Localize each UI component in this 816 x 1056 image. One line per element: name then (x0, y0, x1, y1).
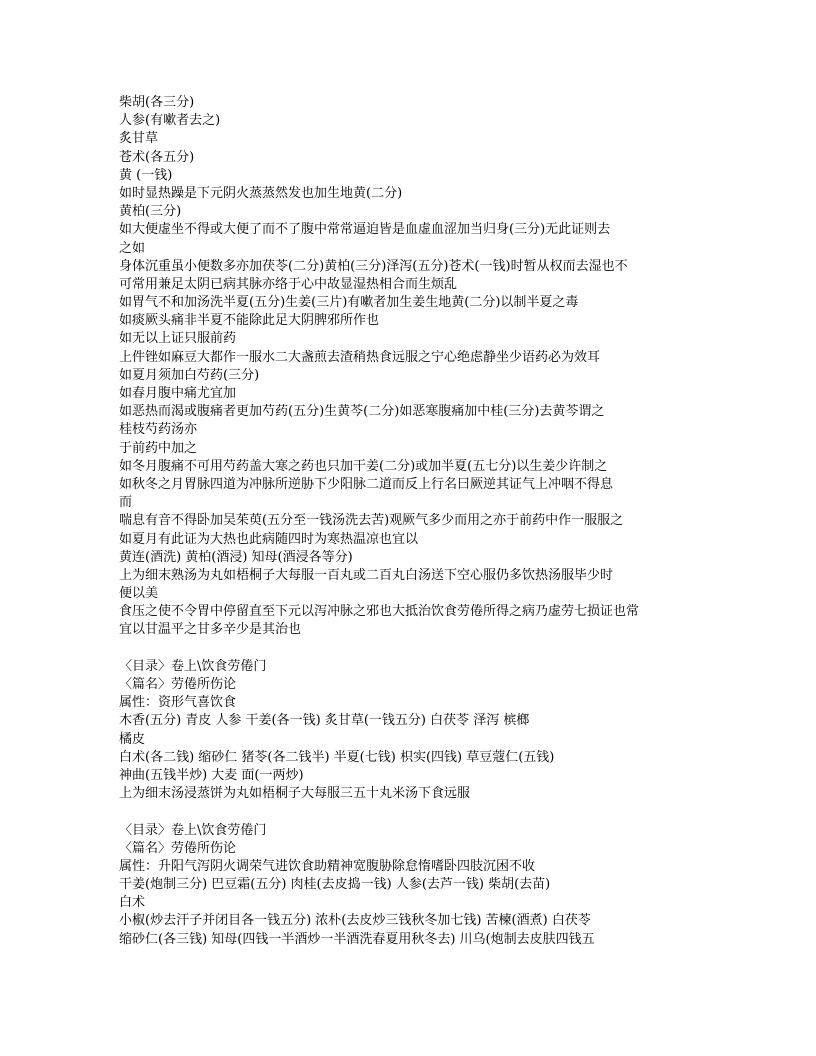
text-line: 白术 (119, 895, 146, 911)
text-line: 白术(各二钱) 缩砂仁 猪苓(各二钱半) 半夏(七钱) 枳实(四钱) 草豆蔻仁(五钱) (119, 749, 555, 765)
text-line: 〈篇名〉劳倦所伤论 (119, 840, 237, 856)
text-line: 喘息有音不得卧加吴茱萸(五分至一钱汤洗去苦)观厥气多少而用之亦于前药中作一服服之 (119, 513, 624, 529)
text-line: 之如 (119, 240, 146, 256)
blank-line (119, 640, 719, 658)
text-line: 〈篇名〉劳倦所伤论 (119, 677, 237, 692)
text-line: 〈目录〉卷上\饮食劳倦门 (119, 822, 267, 838)
text-line: 身体沉重虽小便数多亦加茯苓(二分)黄柏(三分)泽泻(五分)苍术(一钱)时暂从权而去湿也不 (119, 258, 628, 274)
text-line: 属性：升阳气泻阴火调荣气进饮食助精神宽腹胁除怠惰嗜卧四肢沉困不收 (119, 858, 536, 874)
text-line: 便以美 (119, 586, 159, 602)
text-line: 苍术(各五分) (119, 149, 195, 165)
text-line: 干姜(炮制三分) 巴豆霜(五分) 肉桂(去皮捣一钱) 人参(去芦一钱) 柴胡(去苗) (119, 877, 551, 893)
text-line: 小椒(炒去汗子并闭目各一钱五分) 浓朴(去皮炒三钱秋冬加七钱) 苦楝(酒煮) 白茯苓 (119, 913, 591, 929)
text-line: 柴胡(各三分) (119, 95, 195, 110)
text-line: 神曲(五钱半炒) 大麦 面(一两炒) (119, 767, 304, 783)
text-line: 如胃气不和加汤洗半夏(五分)生姜(三片)有嗽者加生姜生地黄(二分)以制半夏之毒 (119, 295, 579, 311)
text-line: 如无以上证只服前药 (119, 331, 237, 347)
text-line: 黄连(酒洗) 黄柏(酒浸) 知母(酒浸各等分) (119, 549, 353, 565)
text-line: 如夏月有此证为大热也此病随四时为寒热温凉也宜以 (119, 531, 419, 547)
text-line: 于前药中加之 (119, 440, 198, 456)
text-line: 黄 (一钱) (119, 167, 173, 183)
blank-line (119, 803, 719, 821)
text-line: 缩砂仁(各三钱) 知母(四钱一半酒炒一半酒洗春夏用秋冬去) 川乌(炮制去皮肤四钱五 (119, 931, 595, 947)
text-line: 如大便虚坐不得或大便了而不了腹中常常逼迫皆是血虚血涩加当归身(三分)无此证则去 (119, 222, 611, 238)
text-line: 上为细末汤浸蒸饼为丸如梧桐子大每服三五十丸米汤下食远服 (119, 786, 471, 802)
text-line: 食压之使不令胃中停留直至下元以泻冲脉之邪也大抵治饮食劳倦所得之病乃虚劳七损证也常 (119, 604, 640, 620)
text-line: 如时显热躁是下元阴火蒸蒸然发也加生地黄(二分) (119, 185, 403, 201)
text-line: 桂枝芍药汤亦 (119, 422, 198, 438)
text-line: 宜以甘温平之甘多辛少是其治也 (119, 622, 302, 638)
text-line: 如痰厥头痛非半夏不能除此足大阴脾邪所作也 (119, 313, 380, 329)
text-line: 〈目录〉卷上\饮食劳倦门 (119, 658, 267, 674)
text-line: 如恶热而渴或腹痛者更加芍药(五分)生黄芩(二分)如恶寒腹痛加中桂(三分)去黄芩谓之 (119, 404, 605, 420)
text-line: 而 (119, 495, 133, 511)
text-line: 如秋冬之月胃脉四道为冲脉所逆胁下少阳脉二道而反上行名曰厥逆其证气上冲咽不得息 (119, 476, 614, 492)
text-line: 可常用兼足太阴已病其脉亦络于心中故显湿热相合而生烦乱 (119, 276, 458, 292)
text-line: 木香(五分) 青皮 人参 干姜(各一钱) 炙甘草(一钱五分) 白茯苓 泽泻 槟榔 (119, 713, 530, 729)
text-line: 上件锉如麻豆大都作一服水二大盏煎去渣稍热食远服之宁心绝虑静坐少语药必为效耳 (119, 349, 601, 365)
text-line: 如夏月须加白芍药(三分) (119, 367, 260, 383)
text-line: 橘皮 (119, 731, 146, 747)
text-line: 属性：资形气喜饮食 (119, 695, 237, 711)
text-line: 如冬月腹痛不可用芍药盖大寒之药也只加干姜(二分)或加半夏(五七分)以生姜少许制之 (119, 458, 608, 474)
text-line: 黄柏(三分) (119, 204, 182, 220)
text-line: 如春月腹中痛尤宜加 (119, 386, 237, 401)
text-line: 上为细末熟汤为丸如梧桐子大每服一百丸或二百丸白汤送下空心服仍多饮热汤服毕少时 (119, 567, 614, 583)
document-page (119, 94, 719, 949)
text-line: 人参(有嗽者去之) (119, 113, 221, 129)
text-line: 炙甘草 (119, 131, 159, 147)
